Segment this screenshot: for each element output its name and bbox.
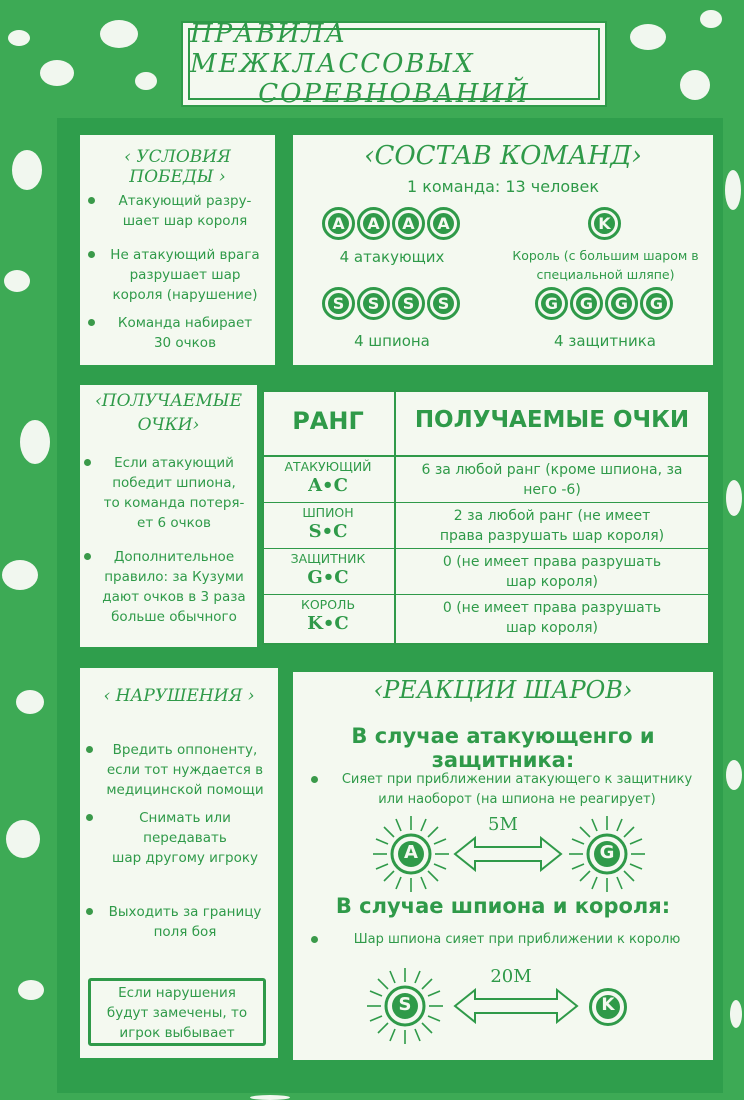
case2-text: Шар шпиона сияет при приближении к королю <box>313 930 713 950</box>
violations-panel <box>80 668 278 1058</box>
points-panel <box>80 385 257 647</box>
title-line-1: ПРАВИЛА МЕЖКЛАССОВЫХ <box>190 19 475 79</box>
defenders-label: 4 защитника <box>554 332 656 350</box>
victory-item-3: Команда набирает 30 очков <box>90 313 270 353</box>
rank-attacker: АТАКУЮЩИЙ <box>284 459 372 474</box>
teams-panel <box>293 135 713 365</box>
table-border-right <box>708 390 710 645</box>
reactions-panel <box>293 672 713 1060</box>
defender-badge-icon: G <box>570 287 603 320</box>
case2-left-letter: S <box>398 994 412 1015</box>
table-row-divider <box>262 548 710 549</box>
king-label: Король (с большим шаром в специальной шляпе) <box>512 248 699 282</box>
defenders-group <box>515 287 695 350</box>
spy-badge-icon: S <box>392 287 425 320</box>
table-header-rank: РАНГ <box>292 407 364 435</box>
attacker-badge-icon: A <box>357 207 390 240</box>
rank-king: КОРОЛЬ <box>300 597 356 612</box>
victory-heading: ‹ УСЛОВИЯ ПОБЕДЫ › <box>124 147 231 187</box>
table-row-divider <box>262 502 710 503</box>
points-item-1: Если атакующий победит шпиона, то команда потеря- ет 6 очков <box>86 453 254 533</box>
violation-item-1: Вредить оппоненту, если тот нуждается в медицинской помощи <box>88 740 274 800</box>
case2-right-letter: K <box>601 995 615 1015</box>
spy-badge-icon: S <box>427 287 460 320</box>
case1-right-letter: G <box>599 842 615 863</box>
case1-title: В случае атакующенго и защитника: <box>351 724 655 772</box>
violation-note: Если нарушения будут замечены, то игрок выбывает <box>106 985 248 1041</box>
victory-item-1: Атакующий разру- шает шар короля <box>90 191 270 231</box>
reactions-heading: ‹РЕАКЦИИ ШАРОВ› <box>373 676 633 704</box>
table-header-divider <box>262 455 710 457</box>
points-heading-line-1: ‹ПОЛУЧАЕМЫЕ <box>95 391 242 411</box>
king-badge-icon: K <box>588 207 621 240</box>
king-group <box>503 207 708 284</box>
violation-item-3: Выходить за границу поля боя <box>88 902 274 942</box>
table-border-bottom <box>262 643 710 645</box>
title-line-2: СОРЕВНОВАНИЙ <box>258 79 530 109</box>
points-king: 0 (не имеет права разрушать шар короля) <box>442 600 662 636</box>
violation-item-2: Снимать или передавать шар другому игроку <box>88 808 274 868</box>
title-banner <box>181 21 607 107</box>
table-border-top <box>262 390 710 392</box>
teams-summary: 1 команда: 13 человек <box>406 177 600 196</box>
spy-badge-icon: S <box>322 287 355 320</box>
defender-badge-icon: G <box>535 287 568 320</box>
attackers-group <box>307 207 477 266</box>
spies-label: 4 шпиона <box>354 332 430 350</box>
attacker-badge-icon: A <box>427 207 460 240</box>
rank-attacker-code: A•C <box>308 475 348 496</box>
points-attacker: 6 за любой ранг (кроме шпиона, за него -6) <box>421 462 683 498</box>
victory-panel <box>80 135 275 365</box>
case2-title: В случае шпиона и короля: <box>335 894 671 918</box>
victory-item-2: Не атакующий врага разрушает шар короля (нарушение) <box>90 245 270 305</box>
teams-heading: ‹СОСТАВ КОМАНД› <box>364 141 642 171</box>
points-defender: 0 (не имеет права разрушать шар короля) <box>442 554 662 590</box>
table-header-points: ПОЛУЧАЕМЫЕ ОЧКИ <box>414 407 690 433</box>
violations-heading: ‹ НАРУШЕНИЯ › <box>103 686 255 706</box>
points-heading-line-2: ОЧКИ› <box>137 415 200 435</box>
attacker-badge-icon: A <box>322 207 355 240</box>
rank-defender: ЗАЩИТНИК <box>290 551 366 566</box>
defender-badge-icon: G <box>640 287 673 320</box>
spies-group <box>307 287 477 350</box>
defender-badge-icon: G <box>605 287 638 320</box>
case1-left-letter: A <box>404 842 418 863</box>
table-row-divider <box>262 594 710 595</box>
distance-arrow-icon <box>453 836 563 872</box>
distance-arrow-icon <box>453 988 579 1024</box>
spy-badge-icon: S <box>357 287 390 320</box>
rank-spy: ШПИОН <box>302 505 354 520</box>
case1-distance: 5M <box>488 814 518 835</box>
rank-king-code: K•C <box>307 613 349 634</box>
case2-distance: 20M <box>490 966 532 987</box>
points-item-2: Дополнительное правило: за Кузуми дают очков в 3 раза больше обычного <box>86 547 254 627</box>
rank-spy-code: S•C <box>308 521 348 542</box>
points-table <box>262 390 710 645</box>
case1-text: Сияет при приближении атакующего к защитнику или наоборот (на шпиона не реагирует) <box>313 770 713 810</box>
violation-note-box <box>88 978 266 1046</box>
attacker-badge-icon: A <box>392 207 425 240</box>
rank-defender-code: G•C <box>307 567 349 588</box>
attackers-label: 4 атакующих <box>339 248 445 266</box>
points-spy: 2 за любой ранг (не имеет права разрушать шар короля) <box>439 508 665 544</box>
